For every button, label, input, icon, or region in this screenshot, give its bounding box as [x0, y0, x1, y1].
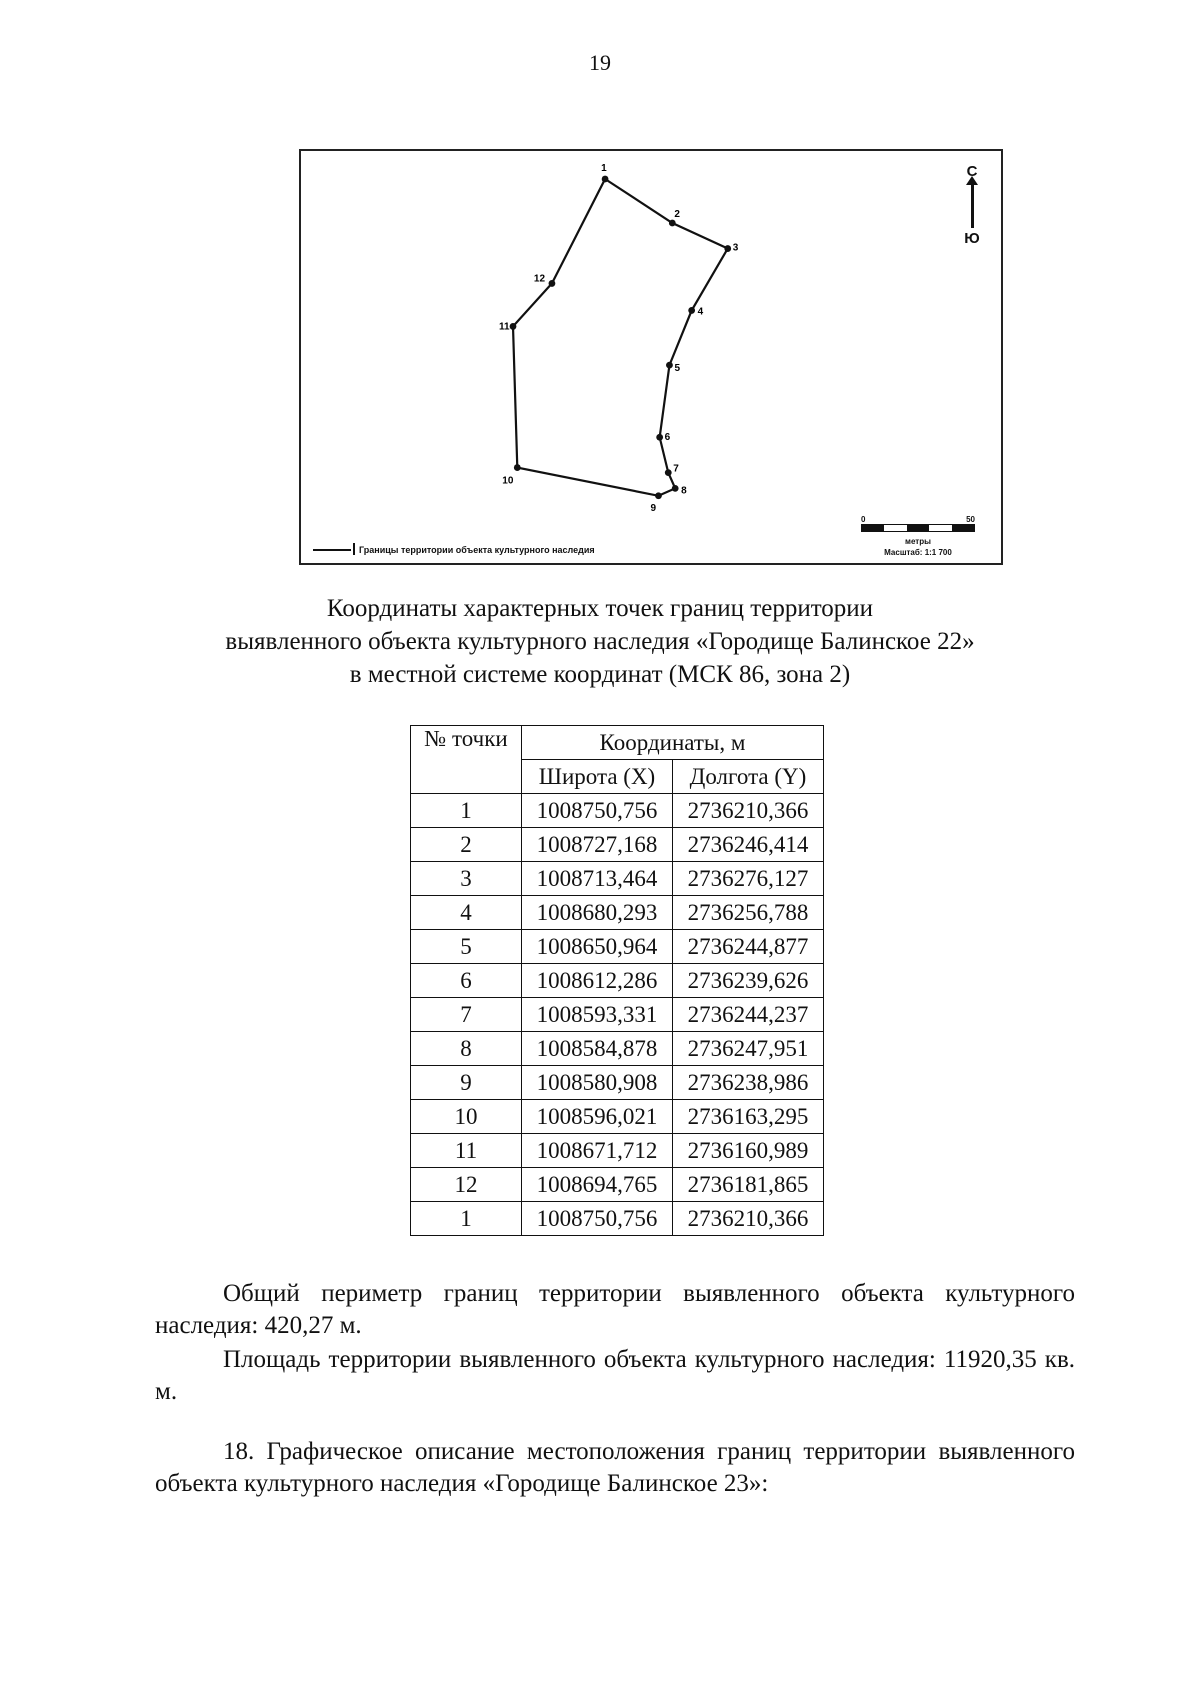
boundary-point-label: 6 — [664, 432, 671, 444]
scale-zero: 0 — [861, 515, 866, 524]
south-label: Ю — [964, 230, 980, 247]
coordinates-table — [410, 725, 824, 1236]
boundary-point-label: 10 — [502, 475, 514, 487]
table-row — [411, 964, 824, 998]
table-row — [411, 794, 824, 828]
cell-y: 2736181,865 — [673, 1168, 824, 1202]
cell-y: 2736210,366 — [673, 1202, 824, 1236]
boundary-point-8 — [672, 485, 679, 492]
boundary-point-label: 2 — [674, 208, 680, 220]
cell-y: 2736247,951 — [673, 1032, 824, 1066]
caption-line-1: Координаты характерных точек границ территории — [326, 595, 874, 622]
page-number: 19 — [589, 50, 611, 75]
cell-point: 1 — [411, 1202, 522, 1236]
cell-point: 10 — [411, 1100, 522, 1134]
boundary-point-9 — [655, 492, 662, 499]
legend-tick-icon — [353, 543, 355, 555]
table-row — [411, 896, 824, 930]
caption-line-3: в местной системе координат (МСК 86, зона 2) — [349, 661, 851, 688]
boundary-point-label: 7 — [673, 463, 679, 475]
boundary-map — [299, 149, 1003, 565]
scale-unit: метры — [905, 537, 931, 546]
cell-point: 9 — [411, 1066, 522, 1100]
cell-y: 2736276,127 — [673, 862, 824, 896]
cell-y: 2736256,788 — [673, 896, 824, 930]
boundary-point-label: 4 — [697, 306, 704, 318]
boundary-point-2 — [669, 220, 676, 227]
table-caption — [150, 592, 1050, 691]
table-row — [411, 862, 824, 896]
caption-line-2: выявленного объекта культурного наследия «Городище Балинское 22» — [225, 628, 975, 655]
boundary-point-label: 12 — [533, 273, 546, 285]
header-point: № точки — [411, 726, 522, 794]
boundary-point-7 — [665, 469, 672, 476]
table-row — [411, 1100, 824, 1134]
table-row — [411, 1066, 824, 1100]
boundary-point-label: 9 — [650, 502, 657, 514]
table-row — [411, 998, 824, 1032]
cell-y: 2736244,877 — [673, 930, 824, 964]
cell-x: 1008750,756 — [522, 794, 673, 828]
scale-ratio: Масштаб: 1:1 700 — [884, 548, 952, 557]
cell-y: 2736238,986 — [673, 1066, 824, 1100]
header-x: Широта (X) — [522, 760, 673, 794]
perimeter-paragraph: Общий периметр границ территории выявленного объекта культурного наследия: 420,27 м. — [155, 1280, 1075, 1339]
cell-point: 6 — [411, 964, 522, 998]
map-legend — [313, 543, 595, 555]
cell-point: 12 — [411, 1168, 522, 1202]
table-row — [411, 1202, 824, 1236]
scale-max: 50 — [966, 515, 975, 524]
cell-y: 2736160,989 — [673, 1134, 824, 1168]
boundary-point-11 — [510, 323, 517, 330]
cell-x: 1008727,168 — [522, 828, 673, 862]
north-label: С — [966, 163, 978, 180]
cell-point: 2 — [411, 828, 522, 862]
cell-x: 1008580,908 — [522, 1066, 673, 1100]
north-arrow — [957, 163, 987, 247]
cell-x: 1008612,286 — [522, 964, 673, 998]
table-row — [411, 1032, 824, 1066]
cell-x: 1008680,293 — [522, 896, 673, 930]
boundary-point-6 — [656, 434, 663, 441]
cell-y: 2736210,366 — [673, 794, 824, 828]
table-row — [411, 1168, 824, 1202]
boundary-line — [513, 179, 728, 496]
header-coordinates: Координаты, м — [522, 726, 824, 760]
table-row — [411, 930, 824, 964]
cell-y: 2736246,414 — [673, 828, 824, 862]
legend-line-icon — [313, 549, 351, 551]
cell-point: 8 — [411, 1032, 522, 1066]
cell-x: 1008671,712 — [522, 1134, 673, 1168]
cell-point: 11 — [411, 1134, 522, 1168]
boundary-point-10 — [514, 464, 521, 471]
cell-x: 1008584,878 — [522, 1032, 673, 1066]
cell-x: 1008713,464 — [522, 862, 673, 896]
boundary-point-label: 11 — [499, 321, 510, 333]
table-row — [411, 828, 824, 862]
area-paragraph: Площадь территории выявленного объекта культурного наследия: 11920,35 кв. м. — [155, 1346, 1075, 1405]
cell-x: 1008593,331 — [522, 998, 673, 1032]
cell-x: 1008596,021 — [522, 1100, 673, 1134]
boundary-point-4 — [688, 307, 695, 314]
boundary-point-1 — [602, 176, 609, 183]
legend-label: Границы территории объекта культурного наследия — [359, 545, 595, 555]
boundary-point-label: 8 — [681, 485, 687, 497]
boundary-point-label: 1 — [601, 163, 607, 174]
boundary-point-3 — [724, 245, 731, 252]
cell-point: 3 — [411, 862, 522, 896]
boundary-point-12 — [549, 280, 556, 287]
cell-x: 1008650,964 — [522, 930, 673, 964]
section-18-paragraph: 18. Графическое описание местоположения границ территории выявленного объекта культурного наследия «Городище Балинское 23»: — [155, 1438, 1075, 1497]
cell-point: 5 — [411, 930, 522, 964]
north-arrow-icon — [971, 182, 974, 228]
boundary-point-5 — [666, 362, 673, 369]
cell-y: 2736239,626 — [673, 964, 824, 998]
cell-point: 4 — [411, 896, 522, 930]
scale-bar — [861, 515, 975, 557]
scale-bar-graphic — [861, 524, 975, 532]
cell-x: 1008694,765 — [522, 1168, 673, 1202]
cell-x: 1008750,756 — [522, 1202, 673, 1236]
cell-point: 7 — [411, 998, 522, 1032]
table-row — [411, 1134, 824, 1168]
header-y: Долгота (Y) — [673, 760, 824, 794]
boundary-polygon-plot — [301, 151, 1001, 563]
cell-y: 2736163,295 — [673, 1100, 824, 1134]
boundary-point-label: 3 — [732, 242, 739, 254]
cell-point: 1 — [411, 794, 522, 828]
boundary-point-label: 5 — [674, 363, 681, 375]
cell-y: 2736244,237 — [673, 998, 824, 1032]
